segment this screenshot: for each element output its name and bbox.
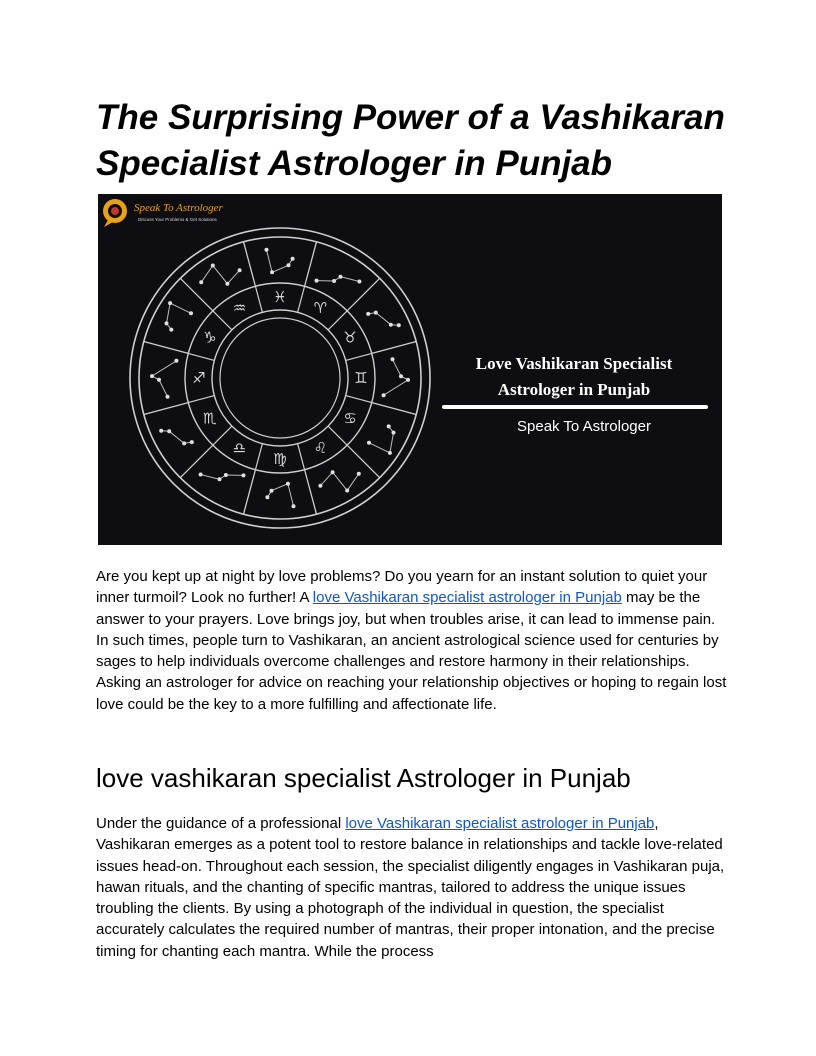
- constellation-star: [165, 321, 169, 325]
- wheel-spoke-outer: [305, 470, 317, 514]
- constellation-star: [331, 470, 335, 474]
- constellation-star: [169, 328, 173, 332]
- wheel-spoke-inner: [328, 311, 347, 330]
- capricorn-icon: ♑: [203, 328, 217, 347]
- wheel-inner-ring: [212, 310, 348, 446]
- constellation-star: [157, 378, 161, 382]
- constellation-star: [332, 279, 336, 283]
- constellation-star: [265, 248, 269, 252]
- wheel-spoke-outer: [372, 342, 416, 354]
- virgo-icon: ♍: [273, 450, 287, 468]
- constellation-star: [159, 429, 163, 433]
- aquarius-icon: ♒: [232, 298, 247, 317]
- constellation-star: [218, 477, 222, 481]
- wheel-spoke-inner: [255, 286, 262, 312]
- constellation-star: [391, 357, 395, 361]
- constellation-star: [166, 395, 170, 399]
- banner-subheadline: Speak To Astrologer: [517, 418, 651, 435]
- banner-image: [98, 194, 722, 545]
- constellation-line: [161, 431, 192, 444]
- constellation-line: [152, 361, 176, 397]
- wheel-spoke-inner: [188, 396, 214, 403]
- wheel-core-ring: [220, 318, 340, 438]
- constellation-line: [317, 277, 360, 282]
- constellation-line: [201, 266, 239, 284]
- constellation-line: [368, 313, 399, 326]
- constellation-star: [238, 268, 242, 272]
- cancer-icon: ♋: [343, 409, 357, 428]
- wheel-spoke-outer: [244, 470, 256, 514]
- constellation-star: [242, 473, 246, 477]
- libra-icon: ♎: [232, 439, 247, 458]
- intro-link[interactable]: love Vashikaran specialist astrologer in Punjab: [312, 589, 622, 607]
- brand-logo: [103, 199, 224, 227]
- aries-icon: ♈: [313, 298, 328, 317]
- banner-graphic: [98, 194, 722, 545]
- constellation-star: [174, 359, 178, 363]
- page-title: The Surprising Power of a Vashikaran Specialist Astrologer in Punjab: [96, 98, 725, 183]
- constellation-star: [211, 264, 215, 268]
- banner-headline-line1: Love Vashikaran Specialist: [475, 354, 673, 373]
- constellation-line: [267, 250, 293, 273]
- constellation-star: [357, 472, 361, 476]
- wheel-outer-ring: [130, 228, 430, 528]
- wheel-spoke-outer: [244, 242, 256, 286]
- gemini-icon: ♊: [354, 369, 368, 387]
- intro-text-end: may be the answer to your prayers. Love brings joy, but when troubles arise, it can lead to immense pain. In such times, people turn to Vashikaran, an ancient astrological science used for centuries by sages to help individuals overcome challenges and restore harmony in their relationships. Asking an astrologer for advice on reaching your relationship objectives or hoping to regain lost love could be the key to a more fulfilling and affectionate life.: [96, 589, 727, 713]
- section-paragraph: [96, 813, 728, 962]
- constellation-star: [382, 393, 386, 397]
- wheel-spoke-inner: [298, 444, 305, 470]
- constellation-star: [182, 441, 186, 445]
- constellation-star: [199, 280, 203, 284]
- constellation-star: [291, 257, 295, 261]
- constellation-star: [292, 504, 296, 508]
- constellation-star: [397, 323, 401, 327]
- constellation-line: [167, 303, 192, 330]
- constellation-star: [367, 441, 371, 445]
- intro-paragraph: [96, 566, 728, 715]
- taurus-icon: ♉: [343, 328, 357, 347]
- constellation-star: [392, 431, 396, 435]
- wheel-spoke-inner: [255, 444, 262, 470]
- constellation-star: [366, 312, 370, 316]
- wheel-spoke-inner: [346, 396, 372, 403]
- constellation-line: [320, 472, 358, 490]
- constellation-star: [265, 495, 269, 499]
- constellation-star: [270, 270, 274, 274]
- wheel-spoke-inner: [213, 311, 232, 330]
- intro-text-start: Are you kept up at night by love problems? Do you yearn for an instant solution to quiet your inner turmoil? Look no further! A: [96, 568, 708, 607]
- constellation-line: [384, 359, 408, 395]
- constellation-star: [387, 424, 391, 428]
- constellation-star: [189, 311, 193, 315]
- constellation-star: [270, 489, 274, 493]
- wheel-spoke-inner: [188, 353, 214, 360]
- constellation-star: [224, 473, 228, 477]
- constellation-star: [287, 263, 291, 267]
- wheel-spoke-inner: [213, 426, 232, 445]
- wheel-spoke-inner: [298, 286, 305, 312]
- constellation-star: [345, 489, 349, 493]
- scorpio-icon: ♏: [203, 409, 217, 428]
- constellation-star: [168, 301, 172, 305]
- wheel-spoke-outer: [144, 342, 188, 354]
- constellation-star: [388, 451, 392, 455]
- constellation-star: [389, 323, 393, 327]
- constellation-star: [374, 311, 378, 315]
- wheel-spoke-outer: [180, 445, 213, 478]
- constellation-star: [399, 374, 403, 378]
- logo-core-icon: [111, 207, 119, 215]
- wheel-glyphs: [192, 288, 367, 468]
- brand-tagline: Discuss Your Problems & Get Solutions: [138, 217, 217, 222]
- constellation-star: [167, 429, 171, 433]
- wheel-spoke-outer: [347, 278, 380, 311]
- wheel-spoke-inner: [328, 426, 347, 445]
- constellation-star: [190, 440, 194, 444]
- constellation-line: [267, 484, 293, 507]
- zodiac-wheel: [130, 228, 430, 528]
- wheel-spoke-outer: [144, 403, 188, 415]
- wheel-spoke-outer: [372, 403, 416, 415]
- pisces-icon: ♓: [273, 288, 287, 306]
- constellation-star: [225, 282, 229, 286]
- constellation-star: [318, 484, 322, 488]
- section-link[interactable]: love Vashikaran specialist astrologer in Punjab: [345, 815, 655, 832]
- wheel-spoke-inner: [346, 353, 372, 360]
- constellation-line: [369, 426, 394, 453]
- constellation-star: [339, 275, 343, 279]
- constellation-star: [357, 280, 361, 284]
- wheel-spoke-outer: [180, 278, 213, 311]
- constellation-star: [286, 482, 290, 486]
- constellation-star: [315, 279, 319, 283]
- constellation-star: [150, 374, 154, 378]
- brand-name: Speak To Astrologer: [134, 202, 223, 214]
- constellation-line: [201, 475, 244, 480]
- section-text-start: Under the guidance of a professional: [96, 815, 346, 832]
- wheel-spoke-outer: [305, 242, 317, 286]
- constellation-star: [406, 378, 410, 382]
- section-heading: love vashikaran specialist Astrologer in Punjab: [96, 763, 631, 793]
- banner-headline-line2: Astrologer in Punjab: [497, 380, 651, 399]
- leo-icon: ♌: [313, 439, 328, 458]
- wheel-spoke-outer: [347, 445, 380, 478]
- constellation-star: [199, 473, 203, 477]
- section-text-end: , Vashikaran emerges as a potent tool to restore balance in relationships and tackle love-related issues head-on. Throughout each session, the specialist diligently engages in Vashikaran puja, hawan rituals, and the chanting of specific mantras, tailored to address the unique issues troubling the clients. By using a photograph of the individual in question, the specialist accurately calculates the required number of mantras, their proper intonation, and the precise timing for chanting each mantra. While the process: [96, 815, 725, 960]
- sagittarius-icon: ♐: [192, 369, 206, 387]
